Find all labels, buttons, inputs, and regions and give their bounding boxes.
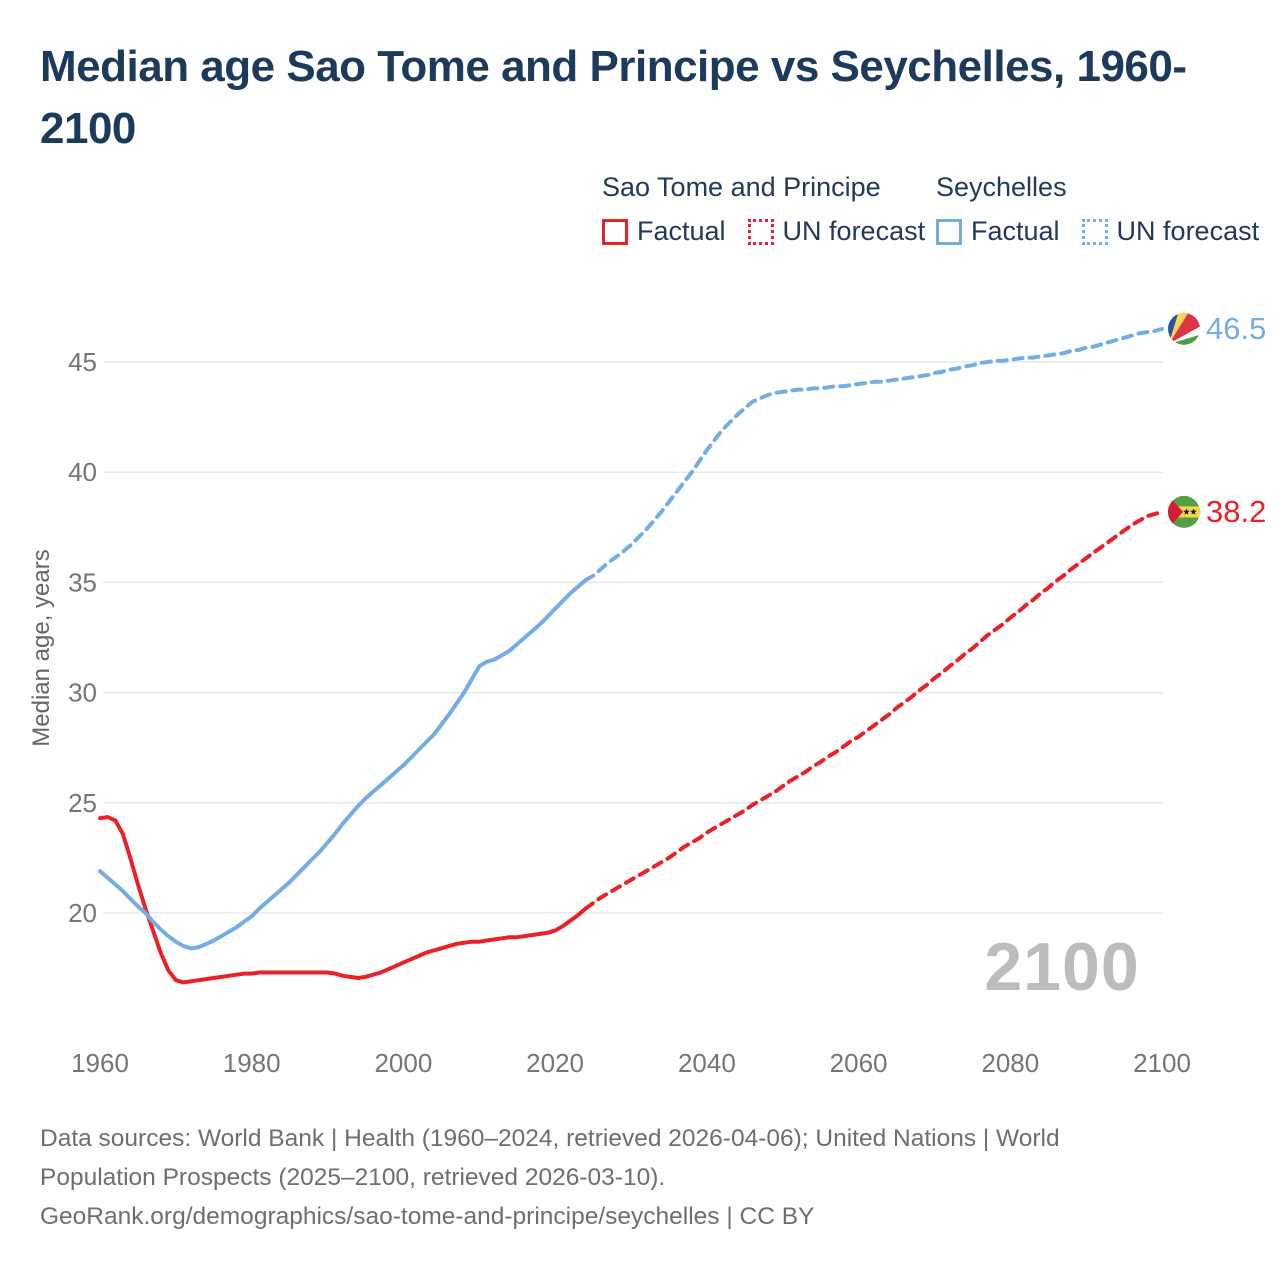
page-title-line-1: Median age Sao Tome and Principe vs Seychelles, 1960-	[40, 42, 1187, 91]
y-axis-title: Median age, years	[28, 549, 55, 747]
x-tick-label-2100: 2100	[1133, 1048, 1191, 1078]
end-value-label-sao-tome-and-principe: 38.2	[1206, 493, 1267, 529]
footer-line-1: Data sources: World Bank | Health (1960–2024, retrieved 2026-04-06); United Nations | World	[40, 1125, 1060, 1152]
x-tick-label-2040: 2040	[677, 1048, 736, 1078]
series-line-3	[586, 329, 1163, 580]
x-tick-label-2000: 2000	[374, 1048, 433, 1078]
x-tick-label-2020: 2020	[526, 1048, 585, 1078]
series-line-0	[100, 817, 586, 982]
legend-header-seychelles: Seychelles	[936, 172, 1067, 202]
x-tick-label-2060: 2060	[829, 1048, 888, 1078]
y-tick-label-30: 30	[68, 677, 97, 708]
footer-line-2: Population Prospects (2025–2100, retrieved 2026-03-10).	[40, 1164, 666, 1191]
flag-icon-seychelles	[1165, 311, 1203, 348]
legend-label-seychelles-forecast: UN forecast	[1116, 216, 1260, 246]
legend-label-seychelles-factual: Factual	[971, 216, 1060, 246]
y-tick-label-45: 45	[68, 347, 97, 377]
legend-header-sao-tome: Sao Tome and Principe	[602, 172, 881, 202]
end-value-label-seychelles: 46.5	[1206, 310, 1267, 346]
legend-label-sao-tome-forecast: UN forecast	[782, 216, 926, 246]
x-tick-label-2080: 2080	[981, 1048, 1040, 1078]
page-title-line-2: 2100	[40, 104, 136, 153]
data-sources-footer	[40, 1119, 1250, 1236]
flag-icon-sao-tome-and-principe	[1167, 495, 1201, 529]
watermark-year: 2100	[984, 929, 1140, 1005]
legend-label-sao-tome-factual: Factual	[637, 216, 726, 246]
y-tick-label-35: 35	[68, 567, 97, 598]
y-tick-label-20: 20	[68, 898, 97, 928]
x-tick-label-1960: 1960	[71, 1048, 129, 1078]
series-line-2	[100, 580, 586, 948]
y-tick-label-25: 25	[68, 787, 97, 818]
x-tick-label-1980: 1980	[222, 1048, 281, 1078]
y-tick-label-40: 40	[68, 457, 97, 488]
series-line-1	[586, 512, 1163, 909]
footer-line-3: GeoRank.org/demographics/sao-tome-and-principe/seychelles | CC BY	[40, 1203, 815, 1230]
